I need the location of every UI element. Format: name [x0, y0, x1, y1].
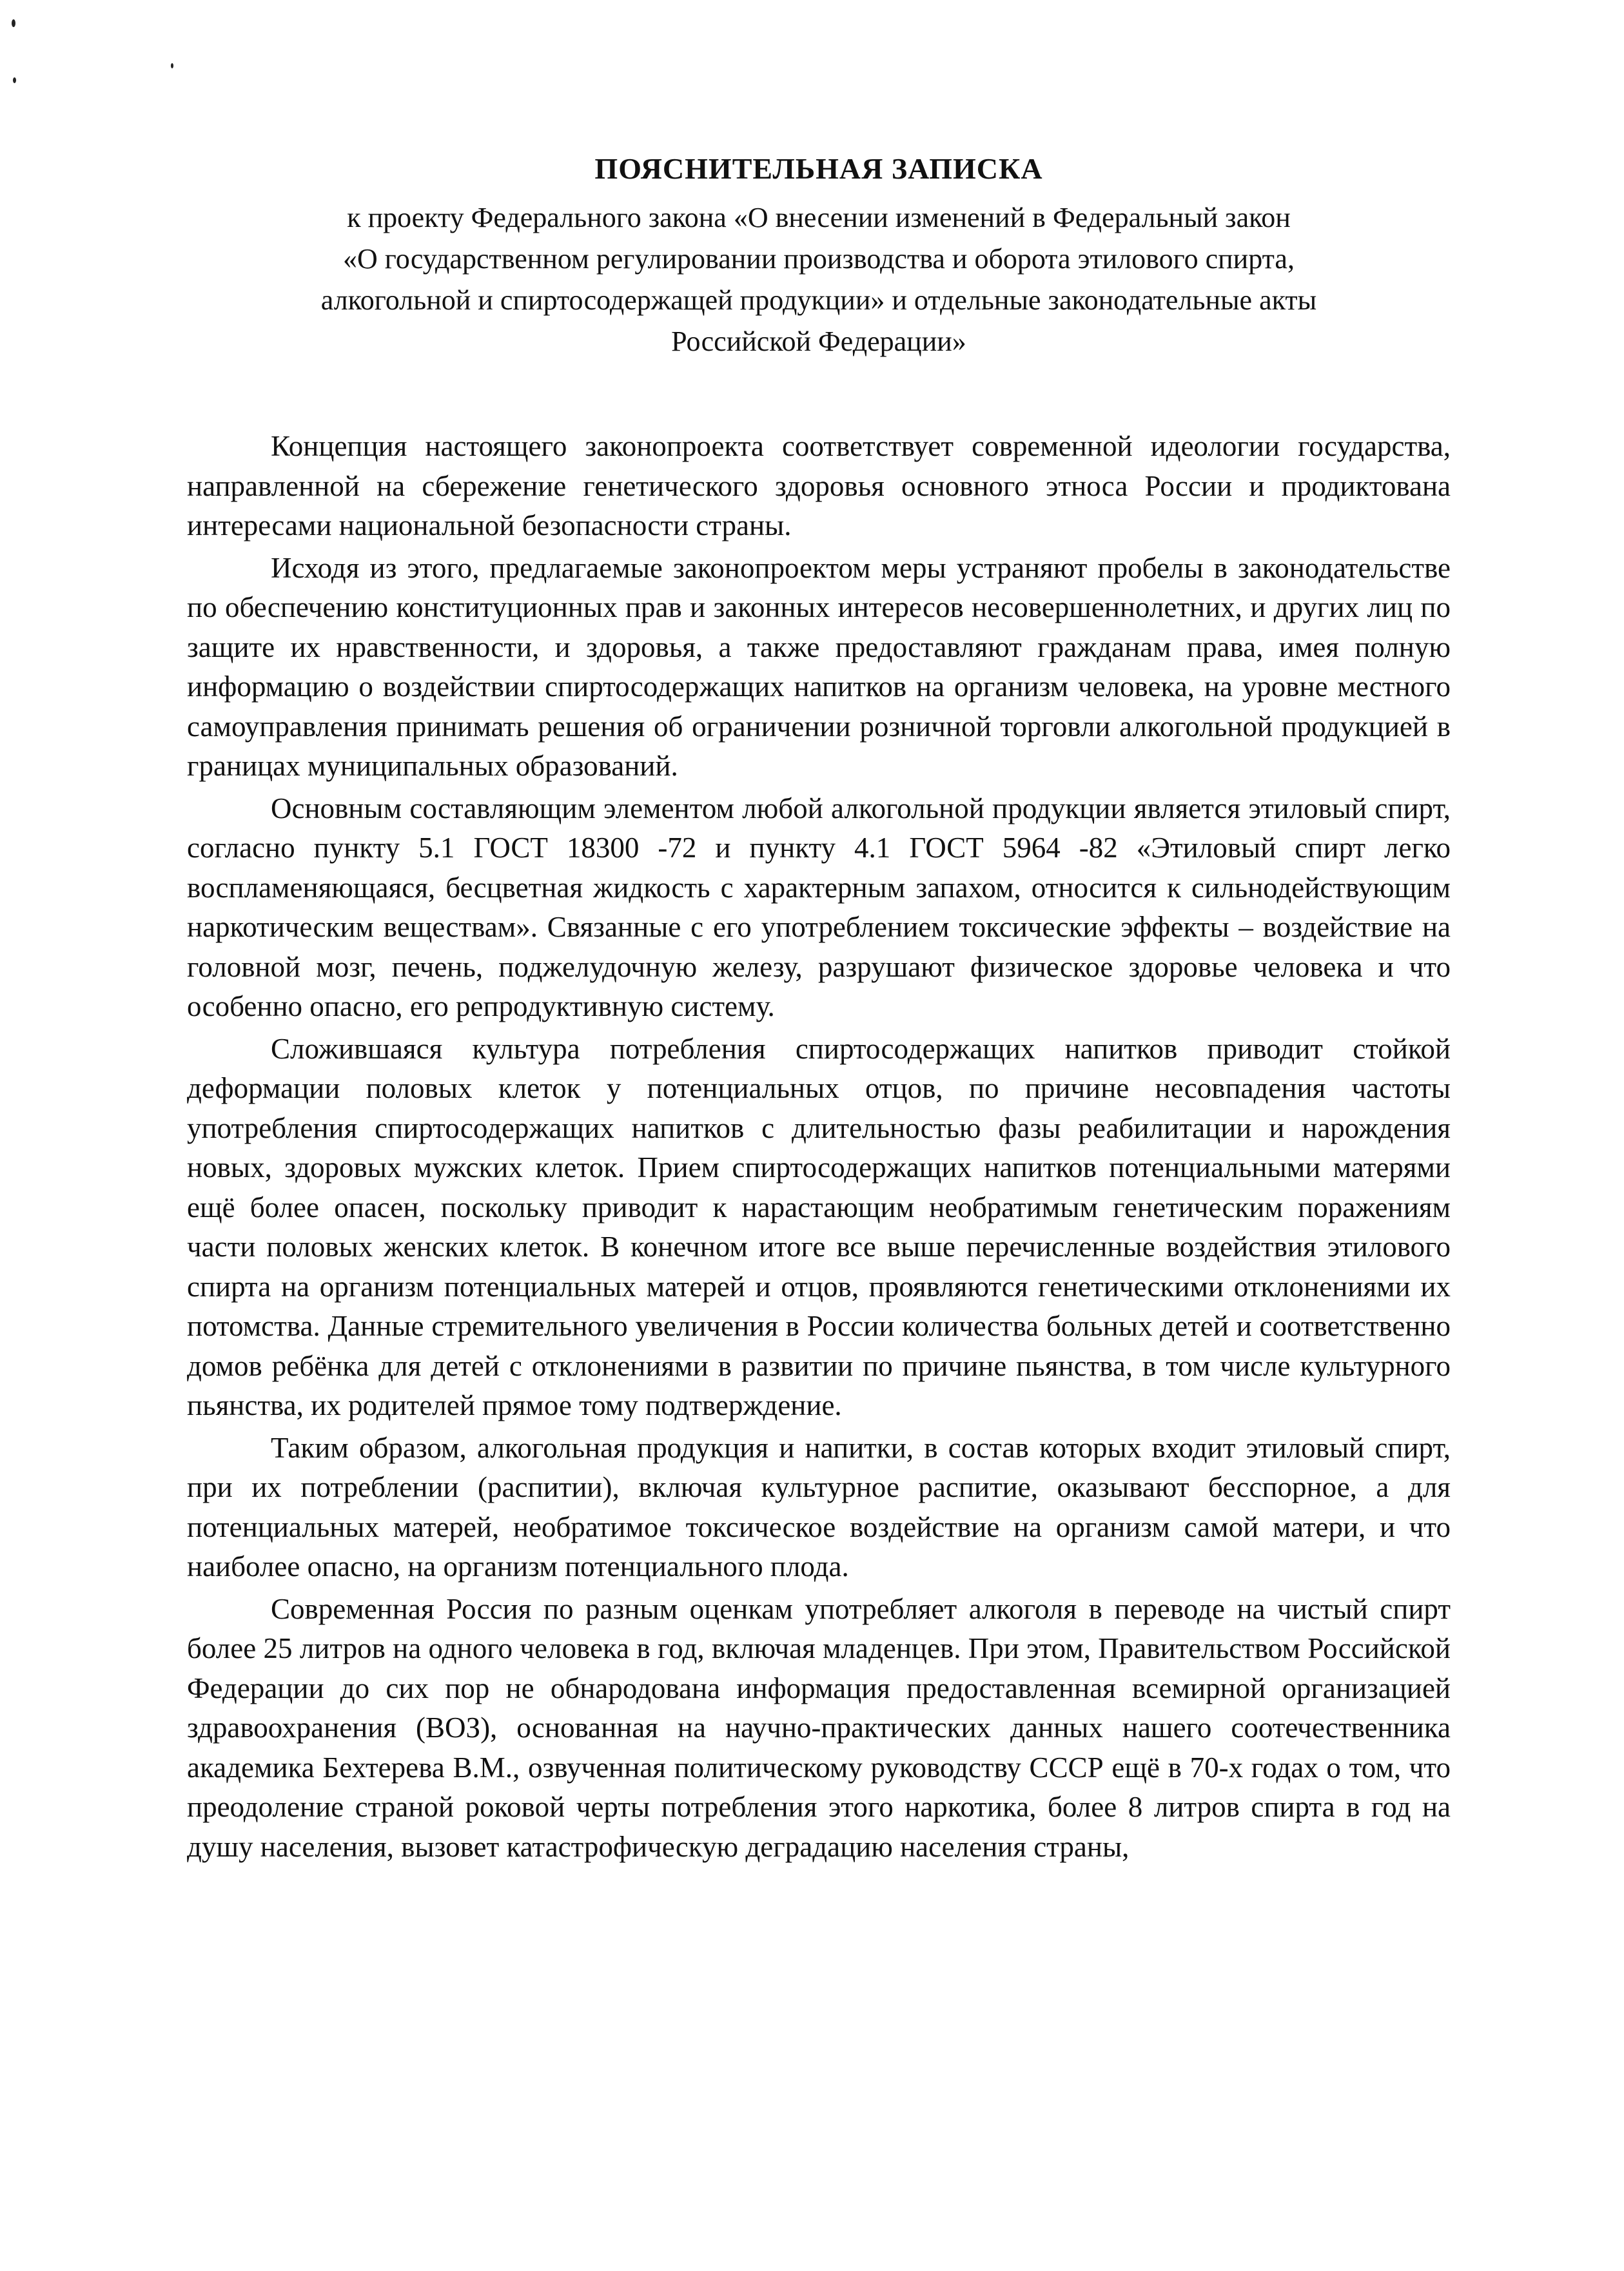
subtitle-line: Российской Федерации»	[671, 326, 966, 357]
document-page	[187, 151, 1451, 1869]
document-title: ПОЯСНИТЕЛЬНАЯ ЗАПИСКА	[594, 152, 1043, 185]
paragraph: Концепция настоящего законопроекта соответствует современной идеологии государства, направленной на сбережение генетического здоровья основного этноса России и продиктована интересами национальной безопасности страны.	[187, 430, 1451, 541]
paragraph: Основным составляющим элементом любой алкогольной продукции является этиловый спирт, согласно пункту 5.1 ГОСТ 18300 -72 и пункту 4.1 ГОСТ 5964 -82 «Этиловый спирт легко воспламеняющаяся, бесцветная жидкость с характерным запахом, относится к сильнодействующим наркотическим веществам». Связанные с его употреблением токсические эффекты – воздействие на головной мозг, печень, поджелудочную железу, разрушают физическое здоровье человека и что особенно опасно, его репродуктивную систему.	[187, 792, 1451, 1022]
subtitle-line: «О государственном регулировании производства и оборота этилового спирта,	[343, 243, 1295, 275]
paragraph: Таким образом, алкогольная продукция и напитки, в состав которых входит этиловый спирт, при их потреблении (распитии), включая культурное распитие, оказывают бесспорное, а для потенциальных матерей, необратимое токсическое воздействие на организм самой матери, и что наиболее опасно, на организм потенциального плода.	[187, 1431, 1451, 1583]
subtitle-line: алкогольной и спиртосодержащей продукции» и отдельные законодательные акты	[320, 284, 1317, 316]
paragraph: Сложившаяся культура потребления спиртосодержащих напитков приводит стойкой деформации половых клеток у потенциальных отцов, по причине несовпадения частоты употребления спиртосодержащих напитков с длительностью фазы реабилитации и нарождения новых, здоровых мужских клеток. Прием спиртосодержащих напитков потенциальными матерями ещё более опасен, поскольку приводит к нарастающим необратимым генетическим поражениям части половых женских клеток. В конечном итоге все выше перечисленные воздействия этилового спирта на организм потенциальных матерей и отцов, проявляются генетическими отклонениями их потомства. Данные стремительного увеличения в России количества больных детей и соответственно домов ребёнка для детей с отклонениями в развитии по причине пьянства, в том числе культурного пьянства, их родителей прямое тому подтверждение.	[187, 1032, 1451, 1421]
scan-speck	[13, 77, 16, 83]
paragraph: Современная Россия по разным оценкам употребляет алкоголя в переводе на чистый спирт более 25 литров на одного человека в год, включая младенцев. При этом, Правительством Российской Федерации до сих пор не обнародована информация предоставленная всемирной организацией здравоохранения (ВОЗ), основанная на научно-практических данных нашего соотечественника академика Бехтерева В.М., озвученная политическому руководству СССР ещё в 70-х годах о том, что преодоление страной роковой черты потребления этого наркотика, более 8 литров спирта в год на душу населения, вызовет катастрофическую деградацию населения страны,	[187, 1592, 1451, 1863]
scan-speck	[171, 63, 173, 68]
scan-speck	[12, 19, 15, 27]
document-subtitle	[187, 197, 1451, 362]
paragraph: Исходя из этого, предлагаемые законопроектом меры устраняют пробелы в законодательстве по обеспечению конституционных прав и законных интересов несовершеннолетних, и других лиц по защите их нравственности, и здоровья, а также предоставляют гражданам права, имея полную информацию о воздействии спиртосодержащих напитков на организм человека, на уровне местного самоуправления принимать решения об ограничении розничной торговли алкогольной продукцией в границах муниципальных образований.	[187, 551, 1451, 782]
subtitle-line: к проекту Федерального закона «О внесении изменений в Федеральный закон	[347, 202, 1291, 233]
